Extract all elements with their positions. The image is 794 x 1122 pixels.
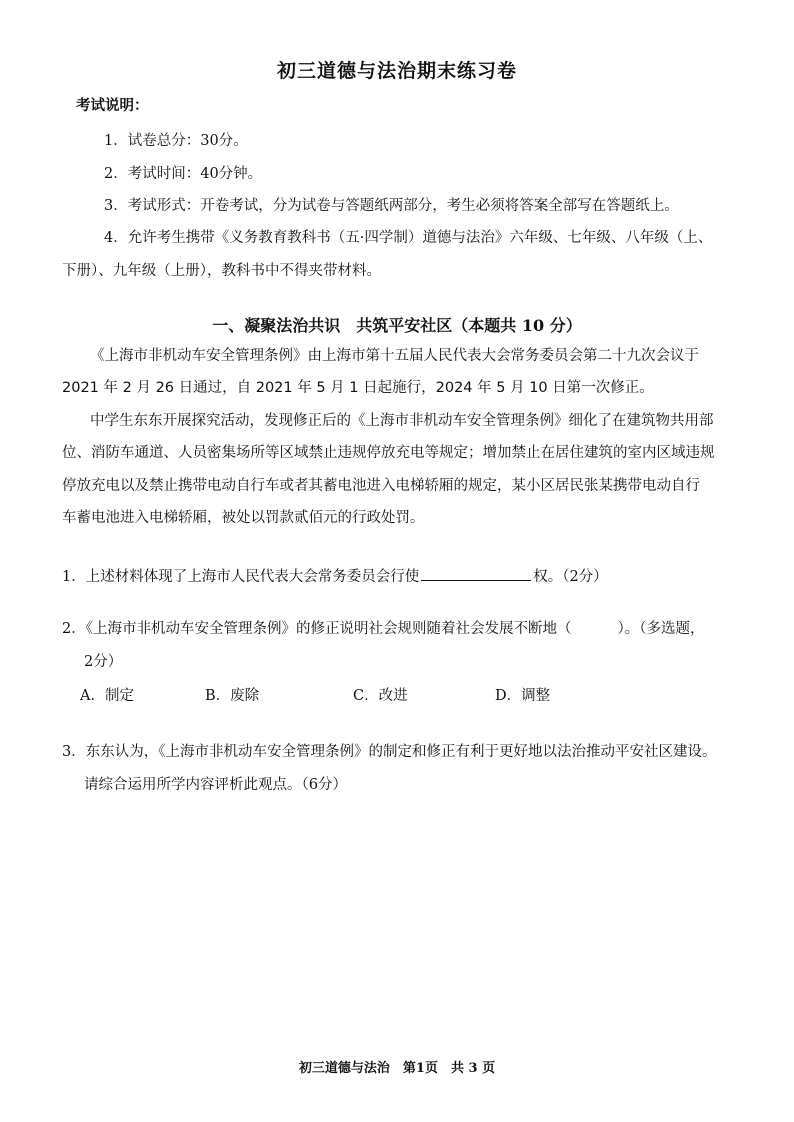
instruction-item-4: 4．允许考生携带《义务教育教科书（五·四学制）道德与法治》六年级、七年级、八年级（上、 bbox=[104, 230, 713, 246]
instruction-item-1: 1．试卷总分：30分。 bbox=[104, 133, 248, 149]
question-2-text-end: ）。（多选题， bbox=[617, 621, 705, 637]
material-line-5: 停放充电以及禁止携带电动自行车或者其蓄电池进入电梯轿厢的规定，某小区居民张某携带电动自行 bbox=[62, 478, 700, 494]
instruction-item-3: 3．考试形式：开卷考试，分为试卷与答题纸两部分，考生必须将答案全部写在答题纸上。 bbox=[104, 198, 679, 214]
material-line-3: 中学生东东开展探究活动，发现修正后的《上海市非机动车安全管理条例》细化了在建筑物共用部 bbox=[90, 413, 714, 429]
material-line-4: 位、消防车通道、人员密集场所等区域禁止违规停放充电等规定；增加禁止在居住建筑的室内区域违规 bbox=[62, 445, 715, 461]
option-c: C．改进 bbox=[353, 688, 408, 704]
question-2 bbox=[62, 619, 704, 639]
option-b: B．废除 bbox=[205, 688, 260, 704]
question-2-text: 2．《上海市非机动车安全管理条例》的修正说明社会规则随着社会发展不断地（ bbox=[62, 621, 572, 637]
question-1 bbox=[62, 564, 608, 587]
page-footer: 初三道德与法治 第1页 共 3 页 bbox=[298, 1061, 496, 1076]
instructions-heading: 考试说明： bbox=[76, 97, 149, 114]
material-line-2: 2021 年 2 月 26 日通过，自 2021 年 5 月 1 日起施行，2024 年 5 月 10 日第一次修正。 bbox=[62, 380, 654, 396]
question-1-text-end: 权。（2分） bbox=[533, 569, 608, 585]
question-1-answer-blank bbox=[421, 564, 531, 581]
section-1-title: 一、凝聚法治共识 共筑平安社区（本题共 10 分） bbox=[212, 316, 582, 335]
option-d: D．调整 bbox=[495, 688, 551, 704]
question-3-cont: 请综合运用所学内容评析此观点。（6分） bbox=[84, 777, 347, 793]
question-2-points: 2分） bbox=[84, 654, 123, 670]
option-a: A．制定 bbox=[80, 688, 134, 704]
instruction-item-4-cont: 下册）、九年级（上册），教科书中不得夹带材料。 bbox=[62, 263, 381, 279]
question-3: 3．东东认为，《上海市非机动车安全管理条例》的制定和修正有利于更好地以法治推动平安社区建设。 bbox=[62, 744, 717, 760]
instruction-item-2: 2．考试时间：40分钟。 bbox=[104, 166, 263, 182]
question-1-text: 1．上述材料体现了上海市人民代表大会常务委员会行使 bbox=[62, 569, 420, 585]
material-line-1: 《上海市非机动车安全管理条例》由上海市第十五届人民代表大会常务委员会第二十九次会议于 bbox=[90, 348, 699, 364]
material-line-6: 车蓄电池进入电梯轿厢，被处以罚款贰佰元的行政处罚。 bbox=[62, 510, 425, 526]
exam-title: 初三道德与法治期末练习卷 bbox=[276, 60, 517, 82]
